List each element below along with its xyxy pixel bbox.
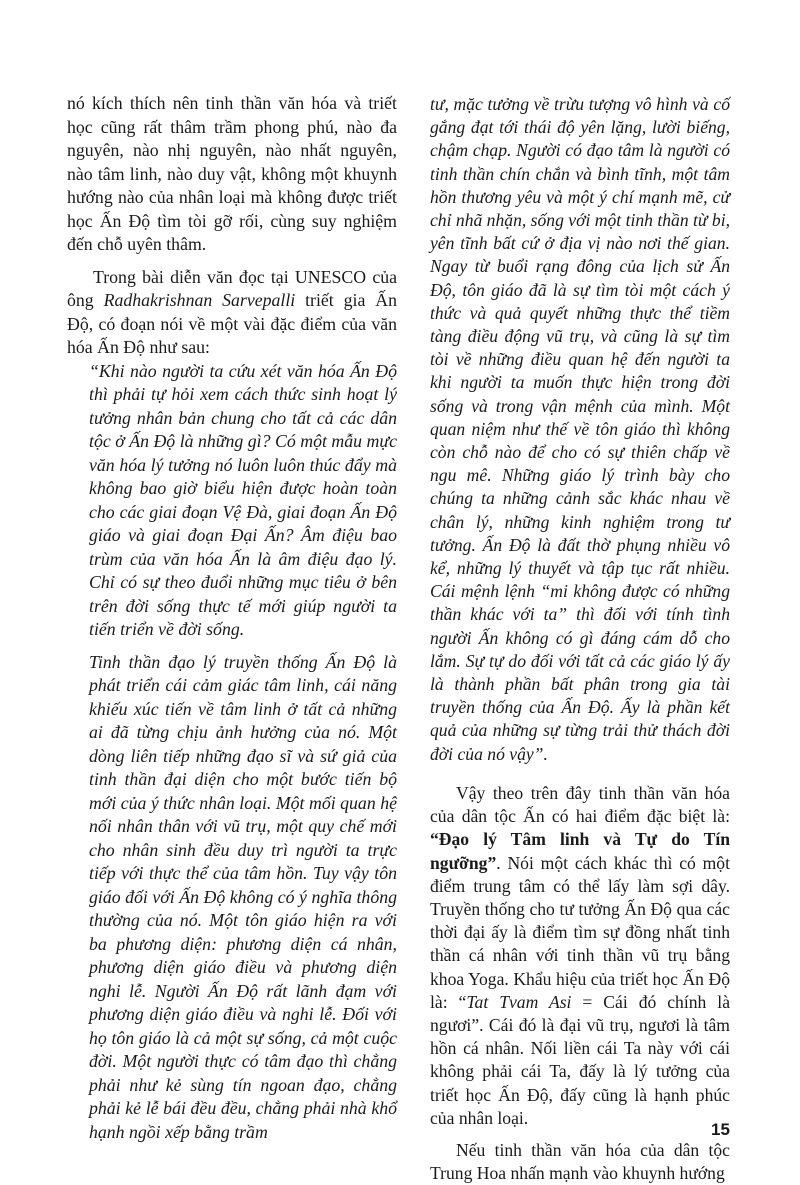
page-number: 15 [711,1120,730,1139]
paragraph-unesco [67,266,397,360]
paragraph-conclusion-mid: . Nói một cách khác thì có một điểm trung tâm có thể lấy làm sợi dây. Truyền thống cho tư tưởng Ấn Độ qua các thời đại ấy là điểm tìm sự đồng nhất tinh thần cá nhân với tinh thần vũ trụ bằng khoa Yoga. Khẩu hiệu của triết học Ấn Độ là: “ [430,852,730,1012]
paragraph-conclusion-end: = Cái đó chính là ngươi”. Cái đó là đại vũ trụ, ngươi là tâm hồn cá nhân. Nối liền cái Ta này với cái không phải cái Ta, đấy là lý tưởng của triết học Ấn Độ, đấy cũng là hạnh phúc của nhân loại. [430,991,731,1128]
left-column [67,92,397,1144]
highlight-phrase: “Đạo lý Tâm linh và Tự do Tín ngưỡng” [430,829,730,873]
quote-paragraph-2: Tinh thần đạo lý truyền thống Ấn Độ là phát triển cái cảm giác tâm linh, cái năng khiếu xúc tiến về tâm linh ở tất cả những ai đã từng chịu ảnh hưởng của nó. Một dòng liên tiếp những đạo sĩ và sứ giả của tinh thần đại diện cho một bước tiến bộ mới của ý thức nhân loại. Một mối quan hệ nối nhân thân với vũ trụ, một quy chế mới cho nhân sinh đều duy trì người ta trực tiếp với thực thể của tâm hồn. Tuy vậy tôn giáo đối với Ấn Độ không có ý nghĩa thông thường của nó. Một tôn giáo hiện ra với ba phương diện: phương diện cá nhân, phương diện giáo điều và phương diện nghi lễ. Người Ấn Độ rất lãnh đạm với phương diện giáo điều và nghi lễ. Đối với họ tôn giáo là cả một sự sống, cả một cuộc đời. Một người thực có tâm đạo thì chẳng phải như kẻ sùng tín ngoan đạo, chẳng phải kẻ lễ bái đều đều, chẳng phải nhà khổ hạnh ngồi xếp bằng trầm [89,651,397,1142]
quote-continuation: tư, mặc tưởng về trừu tượng vô hình và cố gắng đạt tới thái độ yên lặng, lười biếng, chậm chạp. Người có đạo tâm là người có tinh thần chín chắn và bình tĩnh, một tâm hồn thương yêu và một ý chí mạnh mẽ, cử chỉ nhã nhặn, sống với một tinh thần từ bi, yên tĩnh bất cứ ở địa vị nào nơi thế gian. Ngay từ buổi rạng đông của lịch sử Ấn Độ, tôn giáo đã là sự tìm tòi một cách ý thức và quả quyết những thực thể tiềm tàng điều động vũ trụ, và cũng là sự tìm tòi về những điều quan hệ đến người ta khi người ta muốn thực hiện trong đời sống và trong vận mệnh của mình. Một quan niệm như thế về tôn giáo thì không còn chỗ nào để cho có sự thiên chấp về ngu mê. Những giáo lý trình bày cho chúng ta những cảnh sắc khác nhau về chân lý, những kinh nghiệm trong tư tưởng. Ấn Độ là đất thờ phụng nhiều vô kể, những lý thuyết và tập tục rất nhiều. Cái mệnh lệnh “mi không được có những thần khác với ta” thì đối với tính tình người Ấn không có gì đáng cám dỗ cho lắm. Sự tự do đối với tất cả các giáo lý ấy là thành phần bất phân trong gia tài truyền thống của Ấn Độ. Ấy là phần kết quả của những sự từng trải thử thách đời đời của nó vậy”. [430,94,730,764]
quotation-block [67,360,397,1145]
paragraph-unesco-rest: triết gia Ấn Độ, có đoạn nói về một vài đặc điểm của văn hóa Ấn Độ như sau: [67,290,397,357]
paragraph-intro: nó kích thích nên tinh thần văn hóa và triết học cũng rất thâm trầm phong phú, nào đa nguyên, nào nhị nguyên, nào nhất nguyên, nào tâm linh, nào duy vật, không một khuynh hướng nào của nhân loại mà không được triết học Ấn Độ tìm tòi gỡ rối, cùng suy nghiệm đến chỗ uyên thâm. [67,93,397,254]
paragraph-china: Nếu tinh thần văn hóa của dân tộc Trung Hoa nhấn mạnh vào khuynh hướng [430,1139,730,1184]
speaker-name: Radhakrishnan Sarvepalli [103,290,296,310]
quote-paragraph-1: “Khi nào người ta cứu xét văn hóa Ấn Độ thì phải tự hỏi xem cách thức sinh hoạt lý tưởng nhân bản chung cho tất cả các dân tộc ở Ấn Độ là những gì? Có một mẫu mực văn hóa lý tưởng nó luôn luôn thúc đẩy mà không bao giờ biểu hiện được hoàn toàn cho các giai đoạn Vệ Đà, giai đoạn Ấn Độ giáo và giai đoạn Đại Ấn? Âm điệu bao trùm của văn hóa Ấn là âm điệu đạo lý. Chỉ có sự theo đuổi những mục tiêu ở bên trên đời sống thực tế mới giúp người ta tiến triển về đời sống. [89,360,397,639]
sanskrit-term: Tat Tvam Asi [466,991,572,1012]
right-column [430,93,730,1185]
paragraph-unesco-lead: Trong bài diễn văn đọc tại UNESCO của ông [67,266,397,310]
paragraph-conclusion [430,782,730,1130]
paragraph-conclusion-lead: Vậy theo trên đây tinh thần văn hóa của dân tộc Ấn có hai điểm đặc biệt là: [430,782,730,827]
